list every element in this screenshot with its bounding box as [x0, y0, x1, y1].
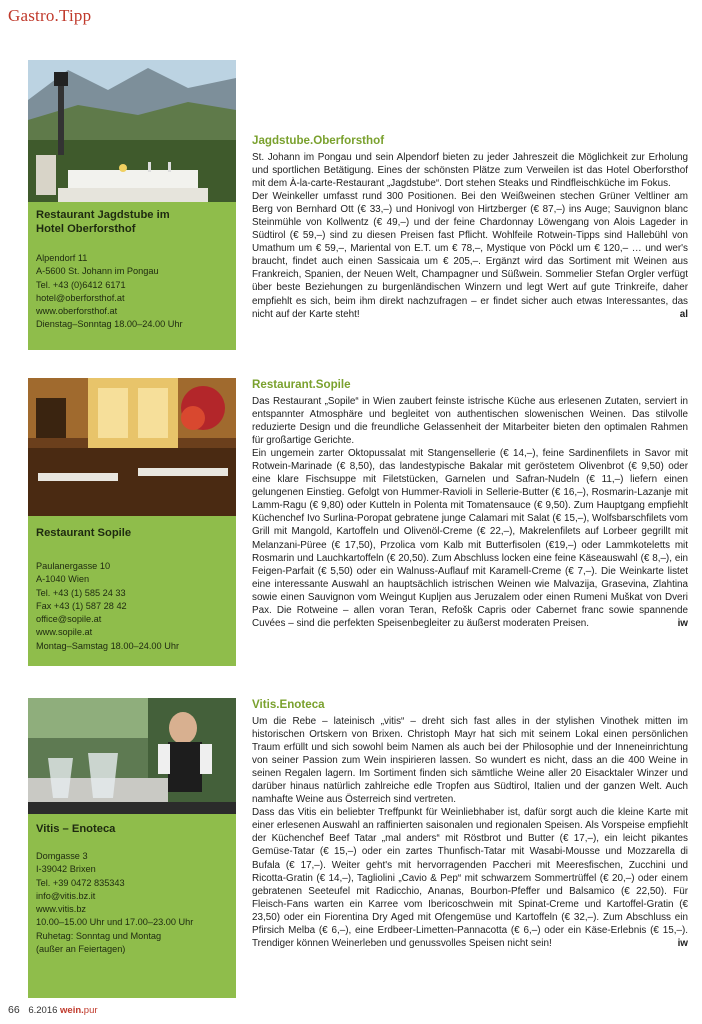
restaurant-photo: [28, 698, 236, 814]
fax-line: Fax +43 (1) 587 28 42: [36, 600, 127, 611]
entry-sidebar: [28, 60, 236, 350]
author-signature: iw: [677, 617, 688, 629]
restaurant-photo: [28, 60, 236, 202]
restaurant-name: [36, 526, 230, 540]
opening-hours: Montag–Samstag 18.00–24.00 Uhr: [36, 640, 180, 651]
page-number: 66: [8, 1004, 20, 1016]
entry-vitis: [0, 698, 702, 998]
email-link[interactable]: office@sopile.at: [36, 614, 102, 625]
phone-line: Tel. +43 (0)6412 6171: [36, 279, 126, 290]
entry-body: [252, 715, 688, 950]
website-link[interactable]: www.oberforsthof.at: [36, 306, 118, 317]
website-link[interactable]: www.vitis.bz: [36, 904, 87, 915]
restaurant-name-line: Restaurant Jagdstube im: [36, 209, 170, 221]
email-link[interactable]: info@vitis.bz.it: [36, 890, 96, 901]
address-line: Alpendorf 11: [36, 253, 88, 263]
author-signature: iw: [677, 937, 688, 949]
rest-day-note: (außer an Feiertagen): [36, 944, 126, 955]
entry-content: [252, 378, 688, 630]
opening-hours: 10.00–15.00 Uhr und 17.00–23.00 Uhr: [36, 917, 194, 928]
address-line: Domgasse 3: [36, 851, 88, 861]
email-link[interactable]: hotel@oberforsthof.at: [36, 292, 125, 303]
restaurant-name-line: Vitis – Enoteca: [36, 823, 116, 835]
opening-hours: Dienstag–Sonntag 18.00–24.00 Uhr: [36, 319, 183, 330]
restaurant-contact: [36, 560, 232, 653]
body-paragraph: Ein ungemein zarter Oktopussalat mit Stangensellerie (€ 14,–), feine Sardinenfilets in Savor mit Rotwein-Marinade (€ 8,50), das landestypische Bakalar mit geröstetem Olivenbrot (€ 9,50) oder eine klare Fischsuppe mit Filetstücken, Garnelen und Safran-Nudeln (€ 11,–) liefern einen gelungenen Einstieg. Gefolgt von Hummer-Ravioli in Sellerie-Butter (€ 16,–), Rosmarin-Lazanje mit Lamm-Ragu (€ 9,80) oder Kutteln in Polenta mit Tomatensauce (€ 9,50). Zum Hauptgang empfiehlt Küchenchef Ivo Surlina-Poropat gebratene junge Calamari mit Salat (€ 15,–), Wolfsbarschfilets vom Grill mit Mangold, Kartoffeln und Olivenöl-Creme (€ 22,–), Makrelenfilets auf Lorbeer gegrillt mit Melanzani-Püree (€ 17,50), Przolica vom Kalb mit Butterfisolen (€19,–) oder Lammkoteletts mit Rosmarin und Lauchkartoffeln (€ 20,50). Zum Abschluss locken eine feine Käseauswahl (€ 8,–), ein Feigen-Parfait (€ 5,50) oder ein Walnuss-Auflauf mit Karamell-Creme (€ 7,–). Die Weinkarte listet eine interessante Auswahl an hauptsächlich istrischen Weinen wie Malvazija, Grasevina, Zlahtina sowie einen Sauvignon vom Weingut Kupljen aus Jeruzalem oder einen Rumeni Muškat von Dveri Pax. Die Rotweine – allen voran Teran, Refošk Capris oder Cabernet franc sowie spannende Cuvées – sind die perfekten Speisenbegleiter zu äußerst moderaten Preisen. iw: [252, 448, 688, 629]
body-paragraph: St. Johann im Pongau und sein Alpendorf bieten zu jeder Jahreszeit die Möglichkeit zur Erholung und sportlichen Betätigung. Eines der schönsten Plätze zum Verweilen ist das Hotel Oberforsthof mit dem À-la-carte-Restaurant „Jagdstube“. Dort stehen Steaks und Rindfleischküche im Fokus.: [252, 152, 688, 190]
entry-jagdstube: [0, 60, 702, 360]
city-line: A-1040 Wien: [36, 574, 90, 585]
body-paragraph: Um die Rebe – lateinisch „vitis“ – dreht sich fast alles in der stylishen Vinothek mitten im historischen Ortskern von Brixen. Christoph Mayr hat sich mit seinem Lokal einen persönlichen Traum erfüllt und sich sowohl beim Namen als auch bei der Philosophie und der Inneneinrichtung von seiner Passion zum Wein inspirieren lassen. So wundert es nicht, dass an die 400 Weine in seinen Regalen lagern. Im Sortiment finden sich sämtliche Weine aller 20 Eisacktaler Winzer und darüber hinaus natürlich zahlreiche edle Tropfen aus Südtirol, Italien und der ganzen Welt. Auch namhafte Weine aus Österreich sind vertreten.: [252, 716, 688, 806]
phone-line: Tel. +43 (1) 585 24 33: [36, 587, 126, 598]
entry-headline: Vitis.Enoteca: [252, 698, 325, 711]
rest-day: Ruhetag: Sonntag und Montag: [36, 930, 162, 941]
entry-body: [252, 151, 688, 321]
restaurant-contact: [36, 850, 232, 956]
restaurant-name-line: Hotel Oberforsthof: [36, 223, 136, 235]
website-link[interactable]: www.sopile.at: [36, 627, 93, 638]
entry-content: [252, 134, 688, 321]
magazine-logo-wein: wein.: [60, 1005, 84, 1016]
address-line: Paulanergasse 10: [36, 561, 111, 571]
entry-body: [252, 395, 688, 630]
body-paragraph: Das Restaurant „Sopile“ in Wien zaubert feinste istrische Küche aus erlesenen Zutaten, serviert in entspannter Atmosphäre und begleitet von authentischen slowenischen Weinen. Das stilvolle reduzierte Design und die freundliche Gelassenheit der Mitarbeiter bieten den optimalen Rahmen für großartige Gerichte.: [252, 396, 688, 447]
restaurant-name: [36, 822, 230, 836]
body-paragraph: Der Weinkeller umfasst rund 300 Positionen. Bei den Weißweinen stechen Grüner Veltliner am Berg von Bernhard Ott (€ 33,–) und Honivogl von Hirtzberger (€ 87,–) ins Auge; Sauvignon blanc Steinmühle von Kollwentz (€ 49,–) und der feine Chardonnay Löwengang von Alois Lageder in Südtirol (€ 59,–) sind zu diesen Preisen fast Pflicht. Wohlfeile Rotwein-Tipps sind Hallebühl von Umathum um € 59,–, Mariental von E.T. um € 78,–, Mystique von Pöckl um € 120,– … und wer's braucht, findet auch einen Sassicaia um € 205,–. Ergänzt wird das Sortiment mit Weinen aus Frankreich, Spanien, der Neuen Welt, Champagner und Süßwein. Sommelier Stefan Orgler verfügt über beste Beziehungen zu burgenländischen Winzern und legt Wert auf gute Trinkreife, daher empfiehlt es sich, beim ihm direkt nachzufragen – er findet sicher auch etwas Interessantes, das nicht auf der Karte steht! al: [252, 191, 688, 320]
restaurant-name-line: Restaurant Sopile: [36, 527, 132, 539]
section-header: Gastro.Tipp: [8, 6, 92, 25]
issue-label: 6.2016: [28, 1005, 58, 1016]
restaurant-photo: [28, 378, 236, 516]
entry-sidebar: [28, 378, 236, 666]
body-paragraph: Dass das Vitis ein beliebter Treffpunkt für Weinliebhaber ist, dafür sorgt auch die kleine Karte mit einer erlesenen Auswahl an raffinierten saisonalen und regionalen Speisen. Als Vorspeise empfiehlt der Küchenchef Beef Tatar „mal anders“ mit Röstbrot und Butter (€ 17,–), ein leicht pikantes Gemüse-Tatar (€ 15,–) oder ein zartes Thunfisch-Tatar mit Wasabi-Mousse und Mozzarella di Bufala (€ 17,–). Weiter geht's mit hervorragenden Paccheri mit Meeresfischen, Zucchini und Ricotta-Gratin (€ 14,–), Tagliolini „Cavio & Pep“ mit schwarzem Sommertrüffel (€ 20,–) oder einem gebratenen Seeteufel mit Radicchio, Ananas, Bourbon-Pfeffer und Balsamico (€ 22,50). Für Fleisch-Fans warten ein Karree vom Ibericoschwein mit Spinat-Creme und Kartoffel-Gratin (€ 23,50) oder ein Fiorentina Dry Aged mit Ofengemüse und Kartoffeln (€ 32,–). Zum Abschluss ein Pfirsich Melba (€ 6,–), eine Erdbeer-Limetten-Pannacotta (€ 6,–) oder ein Käse-Erlebnis (€ 15,–). Trendiger können Weinerleben und genussvolles Speisen nicht sein! iw: [252, 807, 688, 949]
page-footer: [8, 1004, 98, 1016]
restaurant-name: [36, 208, 230, 236]
entry-headline: Restaurant.Sopile: [252, 378, 351, 391]
entry-sopile: [0, 378, 702, 678]
restaurant-contact: [36, 252, 232, 332]
entry-headline: Jagdstube.Oberforsthof: [252, 134, 385, 147]
city-line: A-5600 St. Johann im Pongau: [36, 266, 159, 277]
magazine-logo-pur: pur: [83, 1005, 98, 1016]
phone-line: Tel. +39 0472 835343: [36, 877, 125, 888]
entry-sidebar: [28, 698, 236, 998]
city-line: I-39042 Brixen: [36, 864, 96, 875]
author-signature: al: [679, 308, 688, 320]
entry-content: [252, 698, 688, 950]
